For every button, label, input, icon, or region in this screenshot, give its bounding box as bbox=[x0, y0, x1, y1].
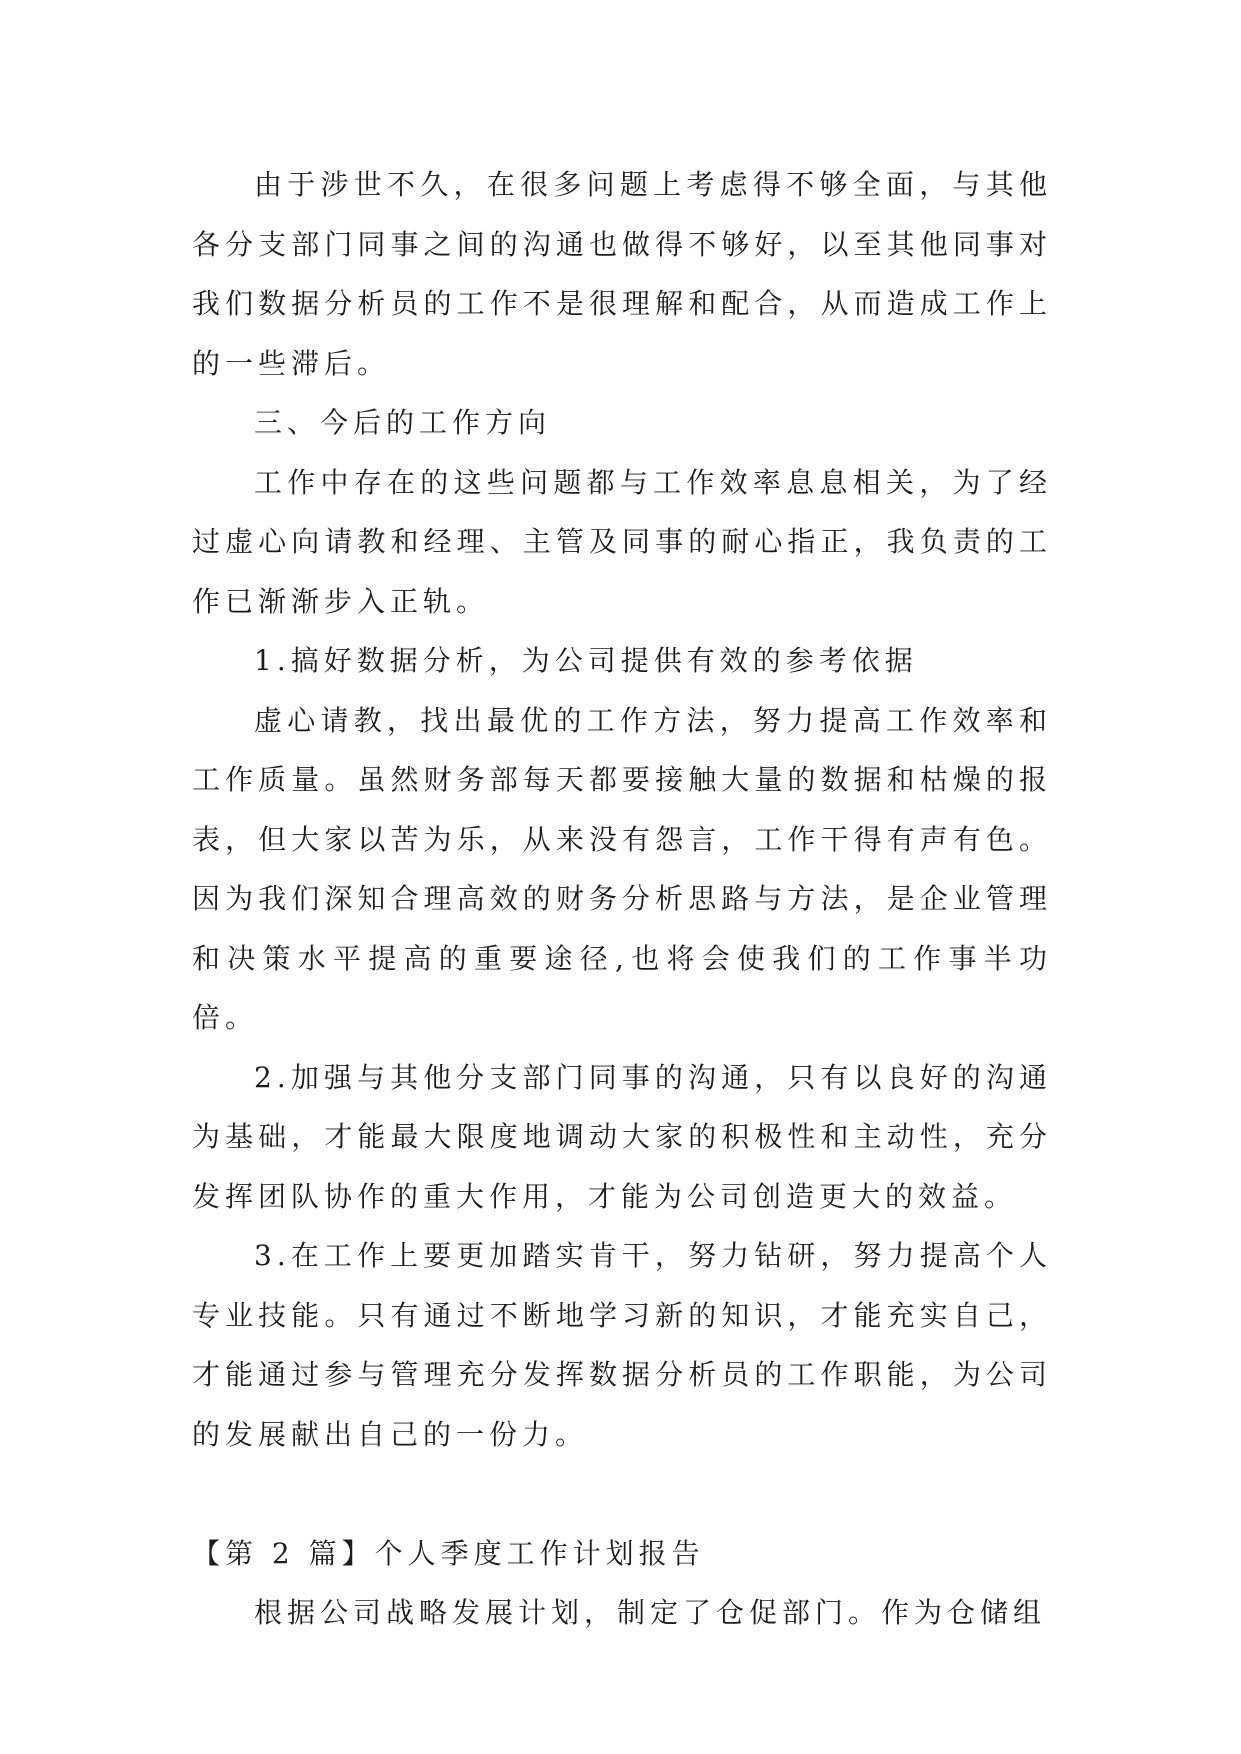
paragraph-issues: 由于涉世不久，在很多问题上考虑得不够全面，与其他各分支部门同事之间的沟通也做得不够好，以至其他同事对我们数据分析员的工作不是很理解和配合，从而造成工作上的一些滞后。 bbox=[192, 168, 1052, 380]
section-2-first-paragraph: 根据公司战略发展计划，制定了仓促部门。作为仓储组 bbox=[254, 1596, 1047, 1629]
heading-future-direction: 三、今后的工作方向 bbox=[254, 406, 552, 439]
section-gap bbox=[192, 1464, 1052, 1524]
section-2-title: 【第 2 篇】个人季度工作计划报告 bbox=[192, 1536, 705, 1570]
paragraph-problems-efficiency: 工作中存在的这些问题都与工作效率息息相关，为了经过虚心向请教和经理、主管及同事的耐心指正，我负责的工作已渐渐步入正轨。 bbox=[192, 465, 1052, 618]
item-3-paragraph: 3.在工作上要更加踏实肯干，努力钻研，努力提高个人专业技能。只有通过不断地学习新的知识，才能充实自己，才能通过参与管理充分发挥数据分析员的工作职能，为公司的发展献出自己的一份力。 bbox=[192, 1239, 1052, 1451]
item-2-paragraph: 2.加强与其他分支部门同事的沟通，只有以良好的沟通为基础，才能最大限度地调动大家的积极性和主动性，充分发挥团队协作的重大作用，才能为公司创造更大的效益。 bbox=[192, 1060, 1052, 1213]
document-body bbox=[192, 155, 1052, 1643]
paragraph-humble-learning: 虚心请教，找出最优的工作方法，努力提高工作效率和工作质量。虽然财务部每天都要接触大量的数据和枯燥的报表，但大家以苦为乐，从来没有怨言，工作干得有声有色。因为我们深知合理高效的财务分析思路与方法，是企业管理和决策水平提高的重要途径,也将会使我们的工作事半功倍。 bbox=[192, 703, 1052, 1034]
item-1-heading: 1.搞好数据分析，为公司提供有效的参考依据 bbox=[254, 644, 918, 677]
